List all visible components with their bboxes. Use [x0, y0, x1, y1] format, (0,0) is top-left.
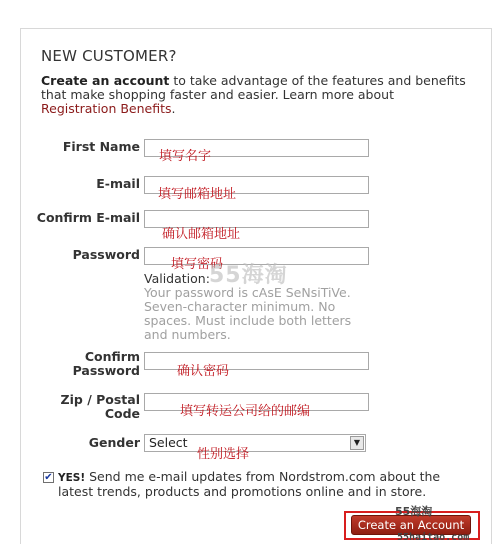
section-title: NEW CUSTOMER?: [41, 47, 177, 65]
first-name-label: First Name: [62, 139, 140, 154]
first-name-note: 填写名字: [159, 149, 212, 164]
zip-label-line2: Code: [104, 406, 140, 421]
validation-text: Your password is cAsE SeNsiTiVe. Seven-character minimum. No spaces. Must include both letters and numbers.: [144, 285, 352, 342]
chevron-down-icon[interactable]: ▼: [350, 436, 364, 450]
create-account-button[interactable]: Create an Account: [351, 515, 471, 535]
password-label: Password: [72, 247, 140, 262]
email-label: E-mail: [96, 176, 140, 191]
optin-body: Send me e-mail updates from Nordstrom.com about the latest trends, products and promotions online and in store.: [58, 469, 441, 499]
confirm-password-note: 确认密码: [177, 364, 230, 379]
email-updates-text: [58, 470, 478, 499]
watermark-button-top: 55海淘: [395, 505, 433, 518]
email-note: 填写邮箱地址: [158, 187, 237, 202]
confirm-email-label: Confirm E-mail: [36, 210, 140, 225]
gender-select[interactable]: [144, 434, 366, 452]
email-updates-checkbox[interactable]: [43, 472, 54, 483]
optin-yes: YES!: [58, 472, 86, 484]
validation-title: Validation:: [144, 271, 210, 286]
checkmark-icon: ✔: [44, 472, 53, 483]
watermark-button-bottom: 55haitao.com: [397, 532, 470, 543]
zip-label: [61, 393, 140, 421]
intro-bold: Create an account: [41, 73, 170, 88]
gender-note: 性别选择: [197, 447, 250, 462]
confirm-password-label-line2: Password: [72, 363, 140, 378]
confirm-password-label-line1: Confirm: [84, 349, 140, 364]
password-validation: [144, 272, 366, 342]
gender-selected-value: Select: [149, 435, 188, 450]
zip-label-line1: Zip / Postal: [60, 392, 140, 407]
registration-benefits-link[interactable]: Registration Benefits: [41, 101, 172, 116]
zip-note: 填写转运公司给的邮编: [180, 404, 311, 419]
watermark-center: 55海淘: [209, 263, 288, 288]
confirm-password-label: [73, 350, 140, 378]
password-note: 填写密码: [171, 257, 224, 272]
intro-end: .: [171, 101, 176, 116]
intro-body: to take advantage of the features and benefits that make shopping faster and easier. Learn more about: [41, 73, 466, 102]
intro-text: [41, 74, 471, 116]
confirm-email-note: 确认邮箱地址: [162, 227, 241, 242]
gender-label: Gender: [88, 435, 140, 450]
